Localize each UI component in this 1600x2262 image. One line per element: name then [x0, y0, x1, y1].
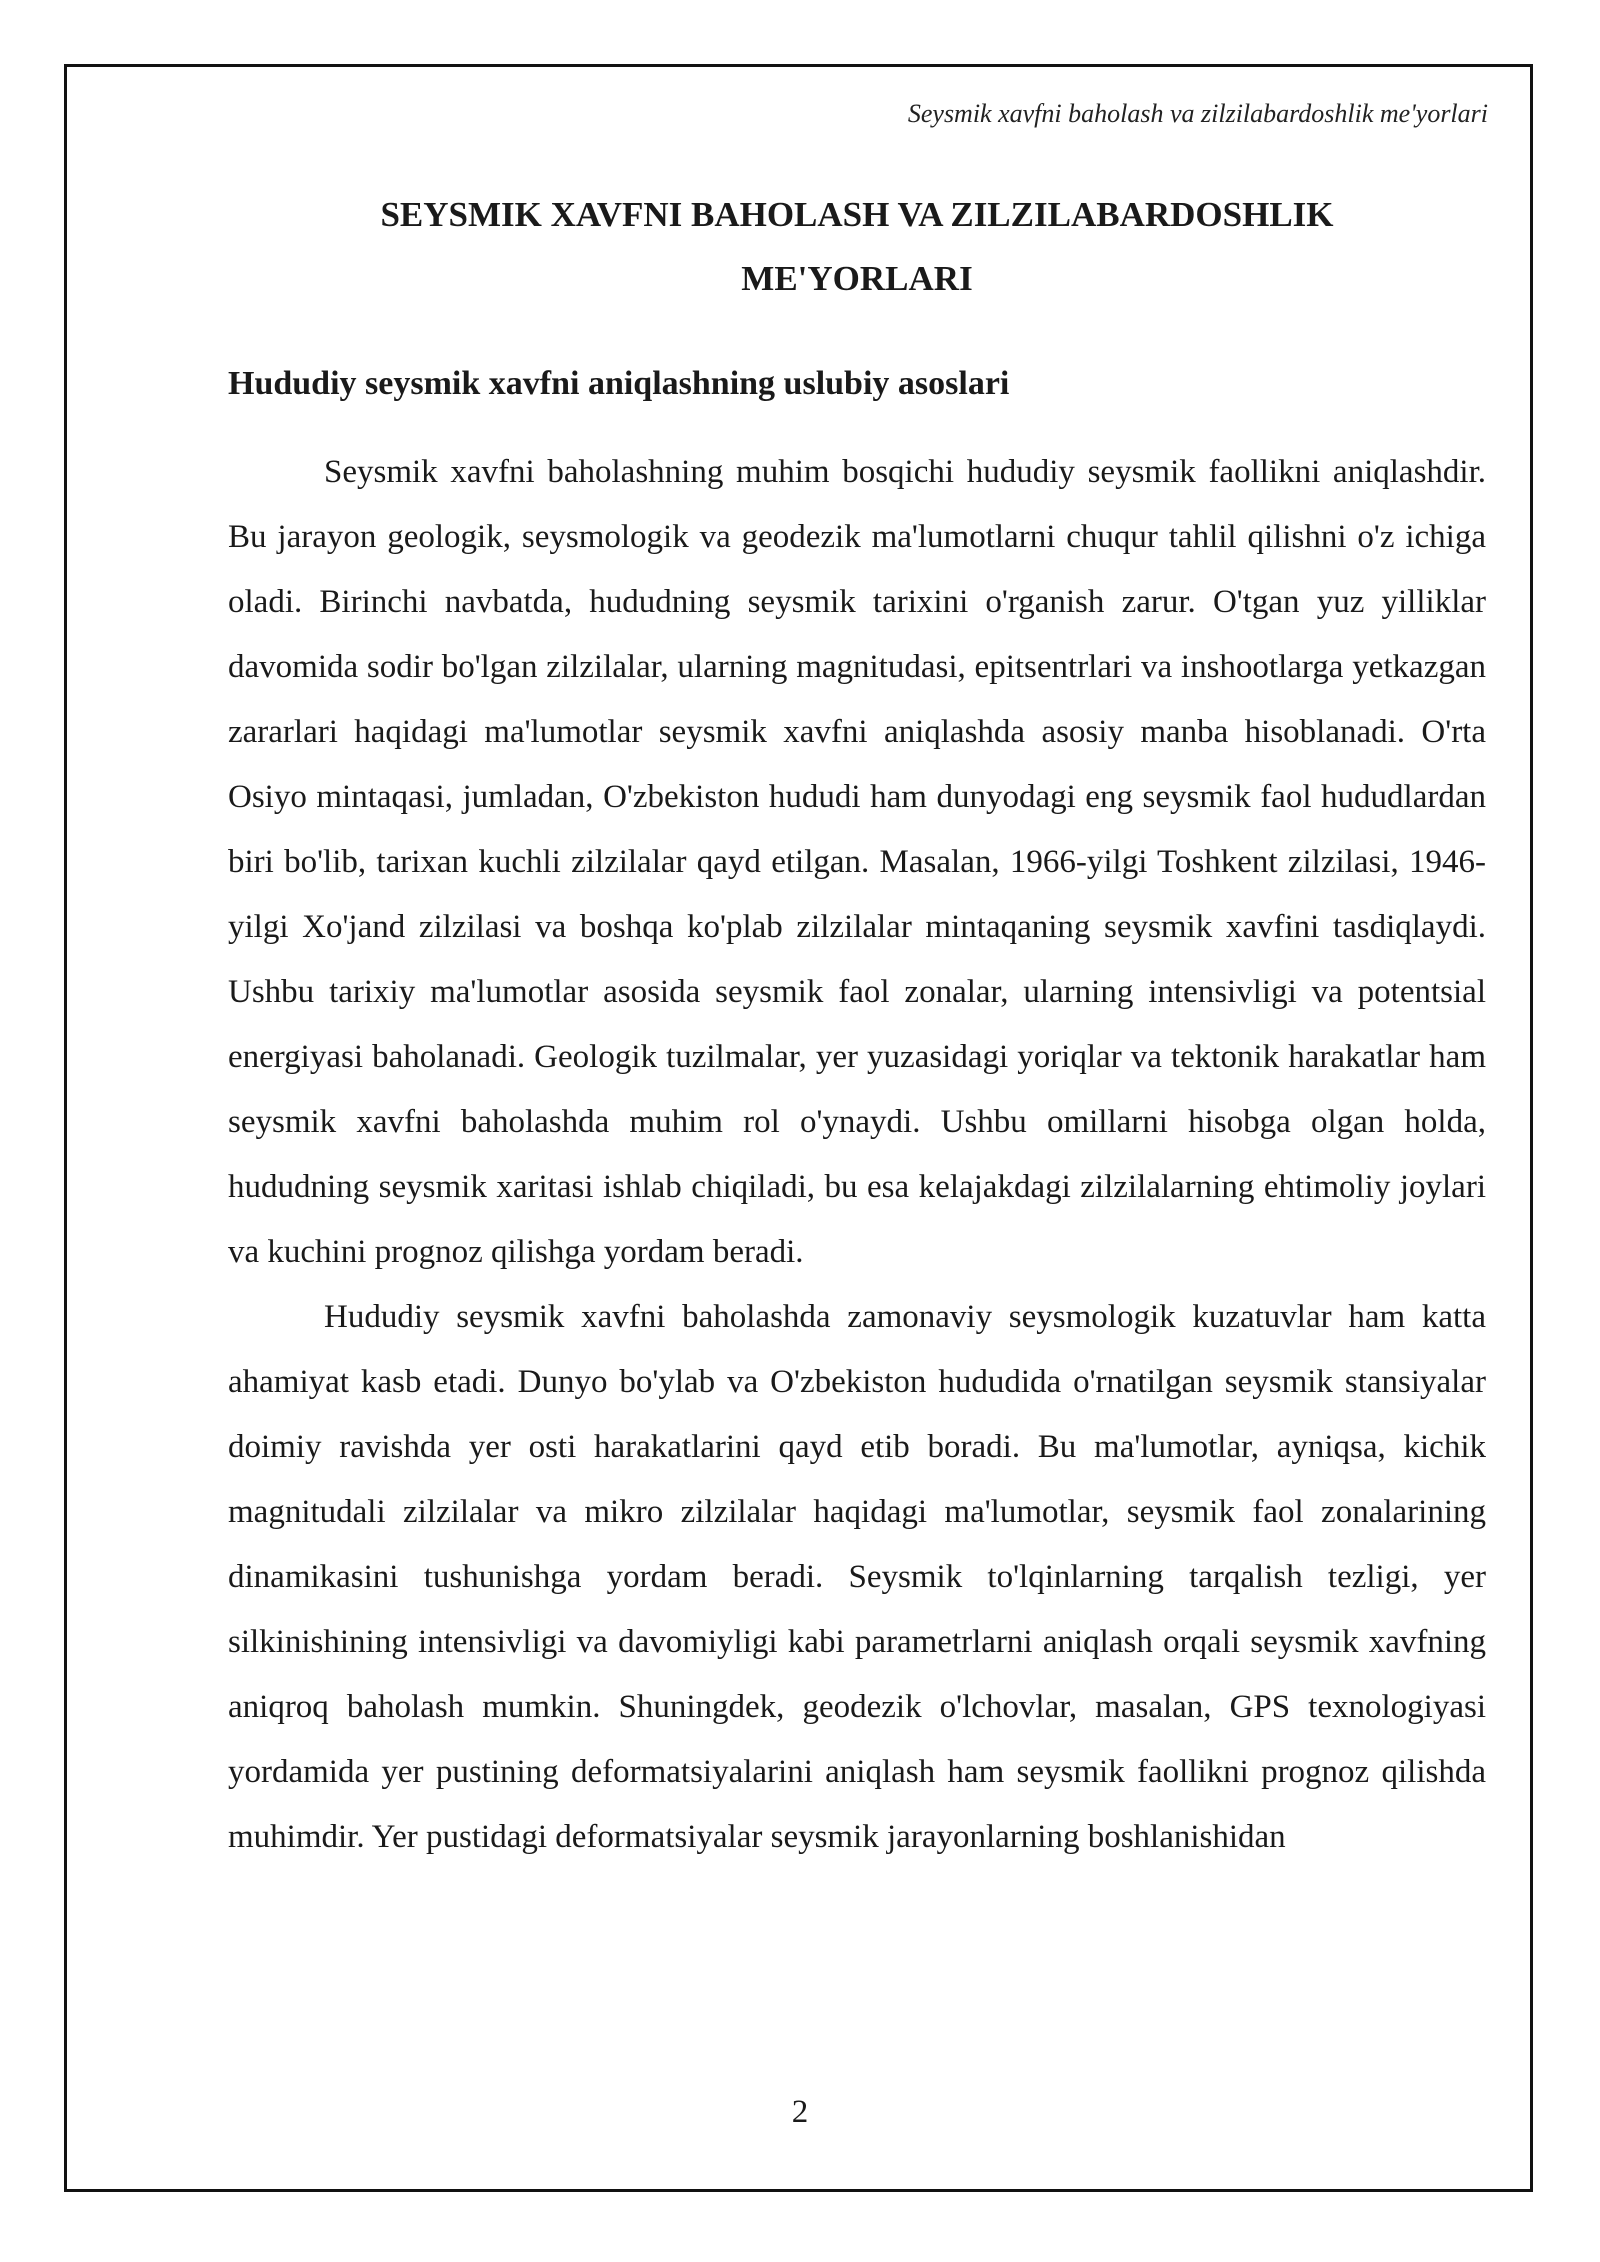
page-number: 2 — [791, 2094, 809, 2130]
paragraph-1: Seysmik xavfni baholashning muhim bosqichi hududiy seysmik faollikni aniqlashdir. Bu jarayon geologik, seysmologik va geodezik ma'lumotlarni chuqur tahlil qilishni o'z ichiga oladi. Birinchi navbatda, hududning seysmik tarixini o'rganish zarur. O'tgan yuz yilliklar davomida sodir bo'lgan zilzilalar, ularning magnitudasi, epitsentrlari va inshootlarga yetkazgan zararlari haqidagi ma'lumotlar seysmik xavfni aniqlashda asosiy manba hisoblanadi. O'rta Osiyo mintaqasi, jumladan, O'zbekiston hududi ham dunyodagi eng seysmik faol hududlardan biri bo'lib, tarixan kuchli zilzilalar qayd etilgan. Masalan, 1966-yilgi Toshkent zilzilasi, 1946-yilgi Xo'jand zilzilasi va boshqa ko'plab zilzilalar mintaqaning seysmik xavfini tasdiqlaydi. Ushbu tarixiy ma'lumotlar asosida seysmik faol zonalar, ularning intensivligi va potentsial energiyasi baholanadi. Geologik tuzilmalar, yer yuzasidagi yoriqlar va tektonik harakatlar ham seysmik xavfni baholashda muhim rol o'ynaydi. Ushbu omillarni hisobga olgan holda, hududning seysmik xaritasi ishlab chiqiladi, bu esa kelajakdagi zilzilalarning ehtimoliy joylari va kuchini prognoz qilishga yordam beradi. — [228, 454, 1486, 1270]
title-line-2: ME'YORLARI — [741, 259, 973, 298]
paragraph-2: Hududiy seysmik xavfni baholashda zamonaviy seysmologik kuzatuvlar ham katta ahamiyat kasb etadi. Dunyo bo'ylab va O'zbekiston hududida o'rnatilgan seysmik stansiyalar doimiy ravishda yer osti harakatlarini qayd etib boradi. Bu ma'lumotlar, ayniqsa, kichik magnitudali zilzilalar va mikro zilzilalar haqidagi ma'lumotlar, seysmik faol zonalarining dinamikasini tushunishga yordam beradi. Seysmik to'lqinlarning tarqalish tezligi, yer silkinishining intensivligi va davomiyligi kabi parametrlarni aniqlash orqali seysmik xavfning aniqroq baholash mumkin. Shuningdek, geodezik o'lchovlar, masalan, GPS texnologiyasi yordamida yer pustining deformatsiyalarini aniqlash ham seysmik faollikni prognoz qilishda muhimdir. Yer pustidagi deformatsiyalar seysmik jarayonlarning boshlanishidan — [228, 1299, 1486, 1855]
document-title — [228, 183, 1486, 311]
body-text — [228, 440, 1486, 1870]
title-line-1: SEYSMIK XAVFNI BAHOLASH VA ZILZILABARDOSHLIK — [380, 195, 1334, 234]
running-header: Seysmik xavfni baholash va zilzilabardoshlik me'yorlari — [907, 99, 1488, 128]
section-heading: Hududiy seysmik xavfni aniqlashning uslubiy asoslari — [228, 365, 1010, 402]
